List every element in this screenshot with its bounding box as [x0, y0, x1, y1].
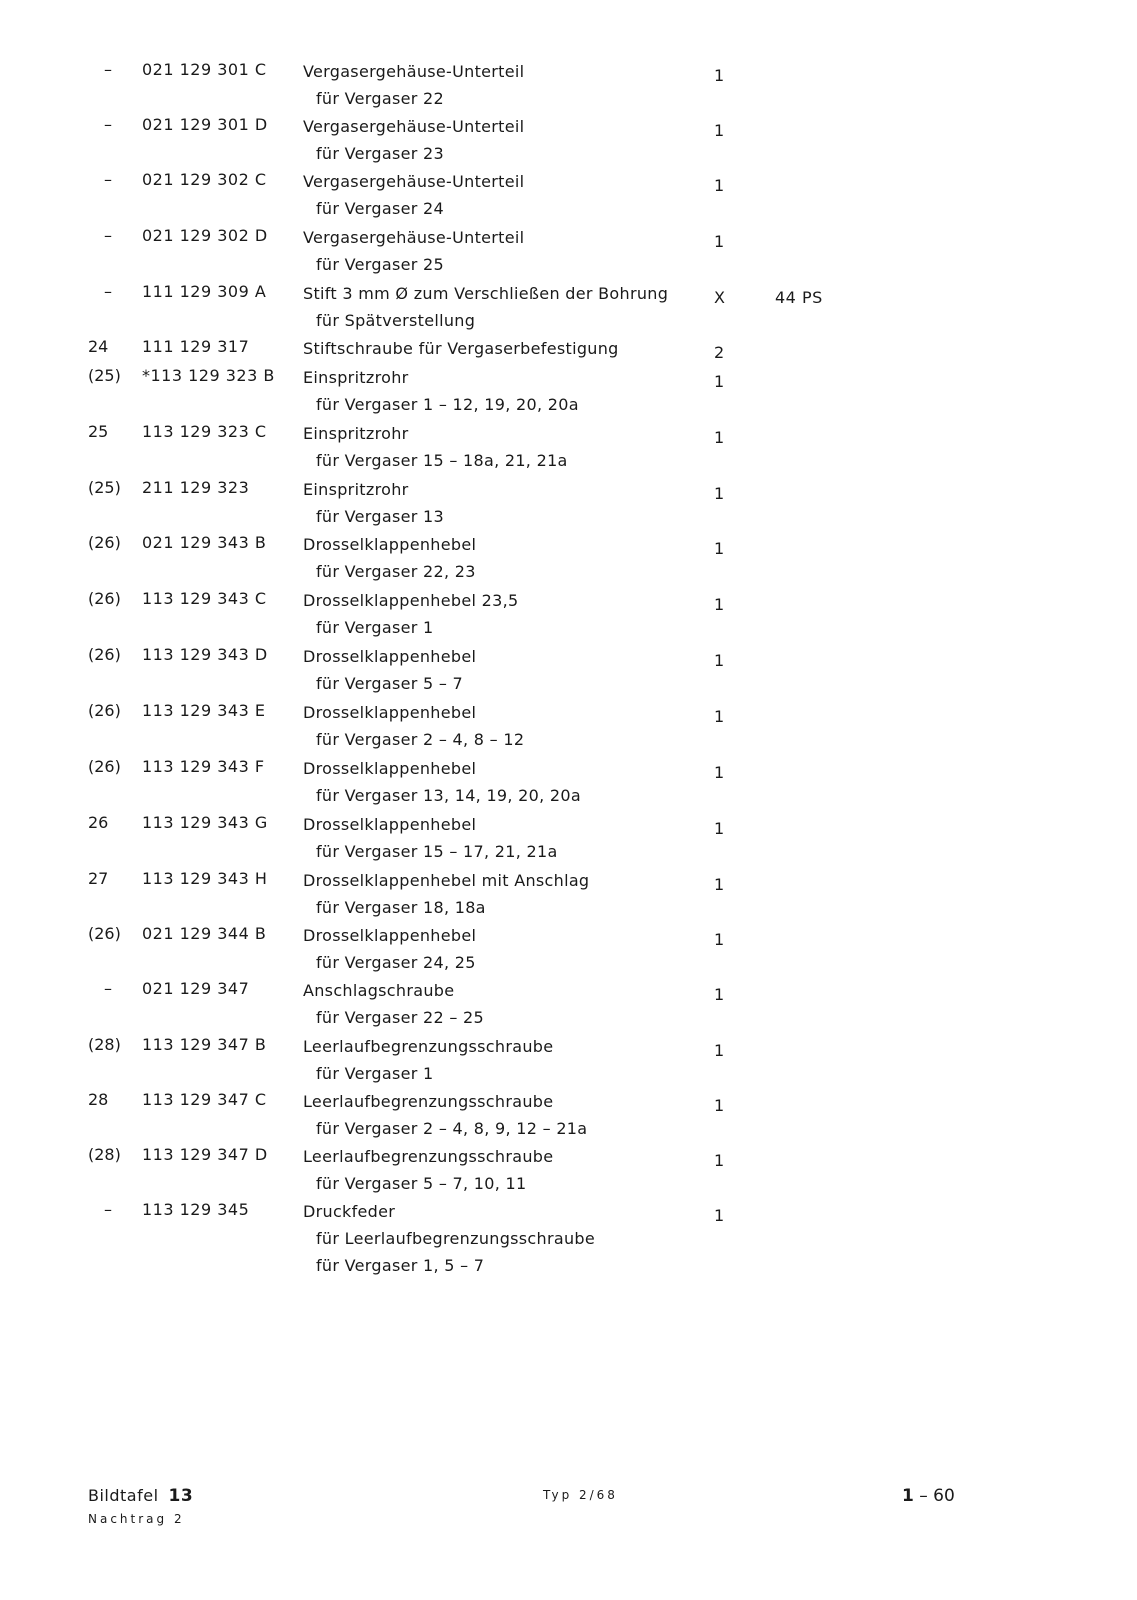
description-note: für Vergaser 15 – 18a, 21, 21a: [316, 451, 568, 470]
position-number: –: [104, 60, 112, 79]
position-number: 27: [88, 869, 109, 888]
quantity: 1: [714, 1206, 725, 1225]
quantity: 2: [714, 343, 725, 362]
position-number: 28: [88, 1090, 109, 1109]
page-major: 1: [902, 1486, 914, 1506]
part-number: 021 129 347: [142, 979, 250, 998]
description: Leerlaufbegrenzungsschraube: [303, 1147, 554, 1166]
position-number: –: [104, 1200, 112, 1219]
table-row: [0, 757, 1137, 813]
part-number: *113 129 323 B: [142, 366, 275, 385]
description: Stift 3 mm Ø zum Verschließen der Bohrung: [303, 284, 669, 303]
table-row: [0, 813, 1137, 869]
quantity: 1: [714, 121, 725, 140]
quantity: 1: [714, 707, 725, 726]
part-number: 113 129 345: [142, 1200, 250, 1219]
part-number: 021 129 344 B: [142, 924, 267, 943]
part-number: 113 129 343 C: [142, 589, 267, 608]
description-note: für Vergaser 24, 25: [316, 953, 476, 972]
description-note: für Vergaser 2 – 4, 8, 9, 12 – 21a: [316, 1119, 588, 1138]
description-note: für Vergaser 15 – 17, 21, 21a: [316, 842, 558, 861]
position-number: (26): [88, 645, 121, 664]
description-note: für Vergaser 23: [316, 144, 444, 163]
description-note: für Vergaser 22, 23: [316, 562, 476, 581]
position-number: (26): [88, 533, 121, 552]
quantity: 1: [714, 595, 725, 614]
plate-number: 13: [168, 1486, 194, 1506]
part-number: 113 129 347 B: [142, 1035, 267, 1054]
description-note: für Vergaser 24: [316, 199, 444, 218]
position-number: (26): [88, 589, 121, 608]
position-number: –: [104, 979, 112, 998]
description-note: für Spätverstellung: [316, 311, 476, 330]
page-minor: – 60: [919, 1486, 955, 1506]
description: Druckfeder: [303, 1202, 396, 1221]
position-number: (25): [88, 366, 121, 385]
table-row: [0, 226, 1137, 282]
quantity: 1: [714, 428, 725, 447]
part-number: 021 129 302 C: [142, 170, 267, 189]
quantity: 1: [714, 763, 725, 782]
description-note: für Vergaser 1 – 12, 19, 20, 20a: [316, 395, 579, 414]
position-number: (26): [88, 924, 121, 943]
quantity: 1: [714, 985, 725, 1004]
table-row: [0, 1035, 1137, 1091]
description-note-2: für Vergaser 1, 5 – 7: [316, 1256, 485, 1275]
part-number: 111 129 317: [142, 337, 250, 356]
description-note: für Vergaser 13: [316, 507, 444, 526]
table-row: [0, 1200, 1137, 1275]
position-number: (26): [88, 757, 121, 776]
description: Stiftschraube für Vergaserbefestigung: [303, 339, 619, 358]
plate-reference: [88, 1486, 193, 1526]
description-note: für Vergaser 18, 18a: [316, 898, 486, 917]
table-row: [0, 1145, 1137, 1201]
position-number: (28): [88, 1035, 121, 1054]
quantity: 1: [714, 372, 725, 391]
part-number: 021 129 301 C: [142, 60, 267, 79]
table-row: [0, 115, 1137, 171]
description: Anschlagschraube: [303, 981, 455, 1000]
description: Vergasergehäuse-Unterteil: [303, 228, 525, 247]
description-note: für Vergaser 22 – 25: [316, 1008, 484, 1027]
position-number: (26): [88, 701, 121, 720]
description: Einspritzrohr: [303, 480, 409, 499]
table-row: [0, 869, 1137, 925]
description: Drosselklappenhebel 23,5: [303, 591, 519, 610]
quantity: 1: [714, 539, 725, 558]
description: Drosselklappenhebel: [303, 647, 477, 666]
quantity: 1: [714, 232, 725, 251]
table-row: [0, 366, 1137, 422]
table-row: [0, 60, 1137, 116]
quantity: 1: [714, 651, 725, 670]
table-row: [0, 924, 1137, 980]
plate-label: Bildtafel: [88, 1486, 159, 1505]
description-note: für Vergaser 5 – 7, 10, 11: [316, 1174, 527, 1193]
quantity: 1: [714, 66, 725, 85]
description: Leerlaufbegrenzungsschraube: [303, 1092, 554, 1111]
description: Drosselklappenhebel: [303, 759, 477, 778]
position-number: –: [104, 282, 112, 301]
part-number: 113 129 343 F: [142, 757, 265, 776]
description: Drosselklappenhebel: [303, 926, 477, 945]
description-note: für Vergaser 22: [316, 89, 444, 108]
quantity: 1: [714, 1041, 725, 1060]
quantity: 1: [714, 819, 725, 838]
table-row: [0, 422, 1137, 478]
position-number: 25: [88, 422, 109, 441]
part-number: 021 129 343 B: [142, 533, 267, 552]
part-number: 113 129 343 E: [142, 701, 266, 720]
part-number: 113 129 347 D: [142, 1145, 268, 1164]
description-note: für Vergaser 25: [316, 255, 444, 274]
table-row: [0, 645, 1137, 701]
description-note: für Vergaser 2 – 4, 8 – 12: [316, 730, 525, 749]
type-label: Typ 2/68: [543, 1488, 618, 1502]
description-note: für Leerlaufbegrenzungsschraube: [316, 1229, 595, 1248]
page-number: [902, 1486, 955, 1506]
quantity: 1: [714, 930, 725, 949]
description-note: für Vergaser 1: [316, 618, 434, 637]
position-number: –: [104, 170, 112, 189]
part-number: 113 129 347 C: [142, 1090, 267, 1109]
quantity: 1: [714, 1096, 725, 1115]
table-row: [0, 282, 1137, 338]
supplement-label: Nachtrag 2: [88, 1512, 185, 1526]
table-row: [0, 701, 1137, 757]
position-number: –: [104, 115, 112, 134]
part-number: 113 129 323 C: [142, 422, 267, 441]
quantity: 1: [714, 1151, 725, 1170]
part-number: 021 129 302 D: [142, 226, 268, 245]
description-note: für Vergaser 5 – 7: [316, 674, 464, 693]
table-row: [0, 979, 1137, 1035]
table-row: [0, 1090, 1137, 1146]
description: Vergasergehäuse-Unterteil: [303, 62, 525, 81]
description: Vergasergehäuse-Unterteil: [303, 172, 525, 191]
part-number: 211 129 323: [142, 478, 250, 497]
description: Leerlaufbegrenzungsschraube: [303, 1037, 554, 1056]
description: Einspritzrohr: [303, 424, 409, 443]
part-number: 021 129 301 D: [142, 115, 268, 134]
description: Einspritzrohr: [303, 368, 409, 387]
position-number: –: [104, 226, 112, 245]
description: Drosselklappenhebel mit Anschlag: [303, 871, 590, 890]
description: Vergasergehäuse-Unterteil: [303, 117, 525, 136]
remark: 44 PS: [775, 288, 823, 307]
quantity: 1: [714, 484, 725, 503]
table-row: [0, 589, 1137, 645]
part-number: 113 129 343 H: [142, 869, 268, 888]
part-number: 113 129 343 D: [142, 645, 268, 664]
table-row: [0, 478, 1137, 534]
description: Drosselklappenhebel: [303, 703, 477, 722]
description: Drosselklappenhebel: [303, 815, 477, 834]
position-number: (28): [88, 1145, 121, 1164]
table-row: [0, 170, 1137, 226]
table-row: [0, 533, 1137, 589]
quantity: 1: [714, 875, 725, 894]
quantity: 1: [714, 176, 725, 195]
position-number: (25): [88, 478, 121, 497]
part-number: 111 129 309 A: [142, 282, 267, 301]
description-note: für Vergaser 13, 14, 19, 20, 20a: [316, 786, 581, 805]
position-number: 24: [88, 337, 109, 356]
description: Drosselklappenhebel: [303, 535, 477, 554]
position-number: 26: [88, 813, 109, 832]
part-number: 113 129 343 G: [142, 813, 268, 832]
quantity: X: [714, 288, 725, 307]
description-note: für Vergaser 1: [316, 1064, 434, 1083]
